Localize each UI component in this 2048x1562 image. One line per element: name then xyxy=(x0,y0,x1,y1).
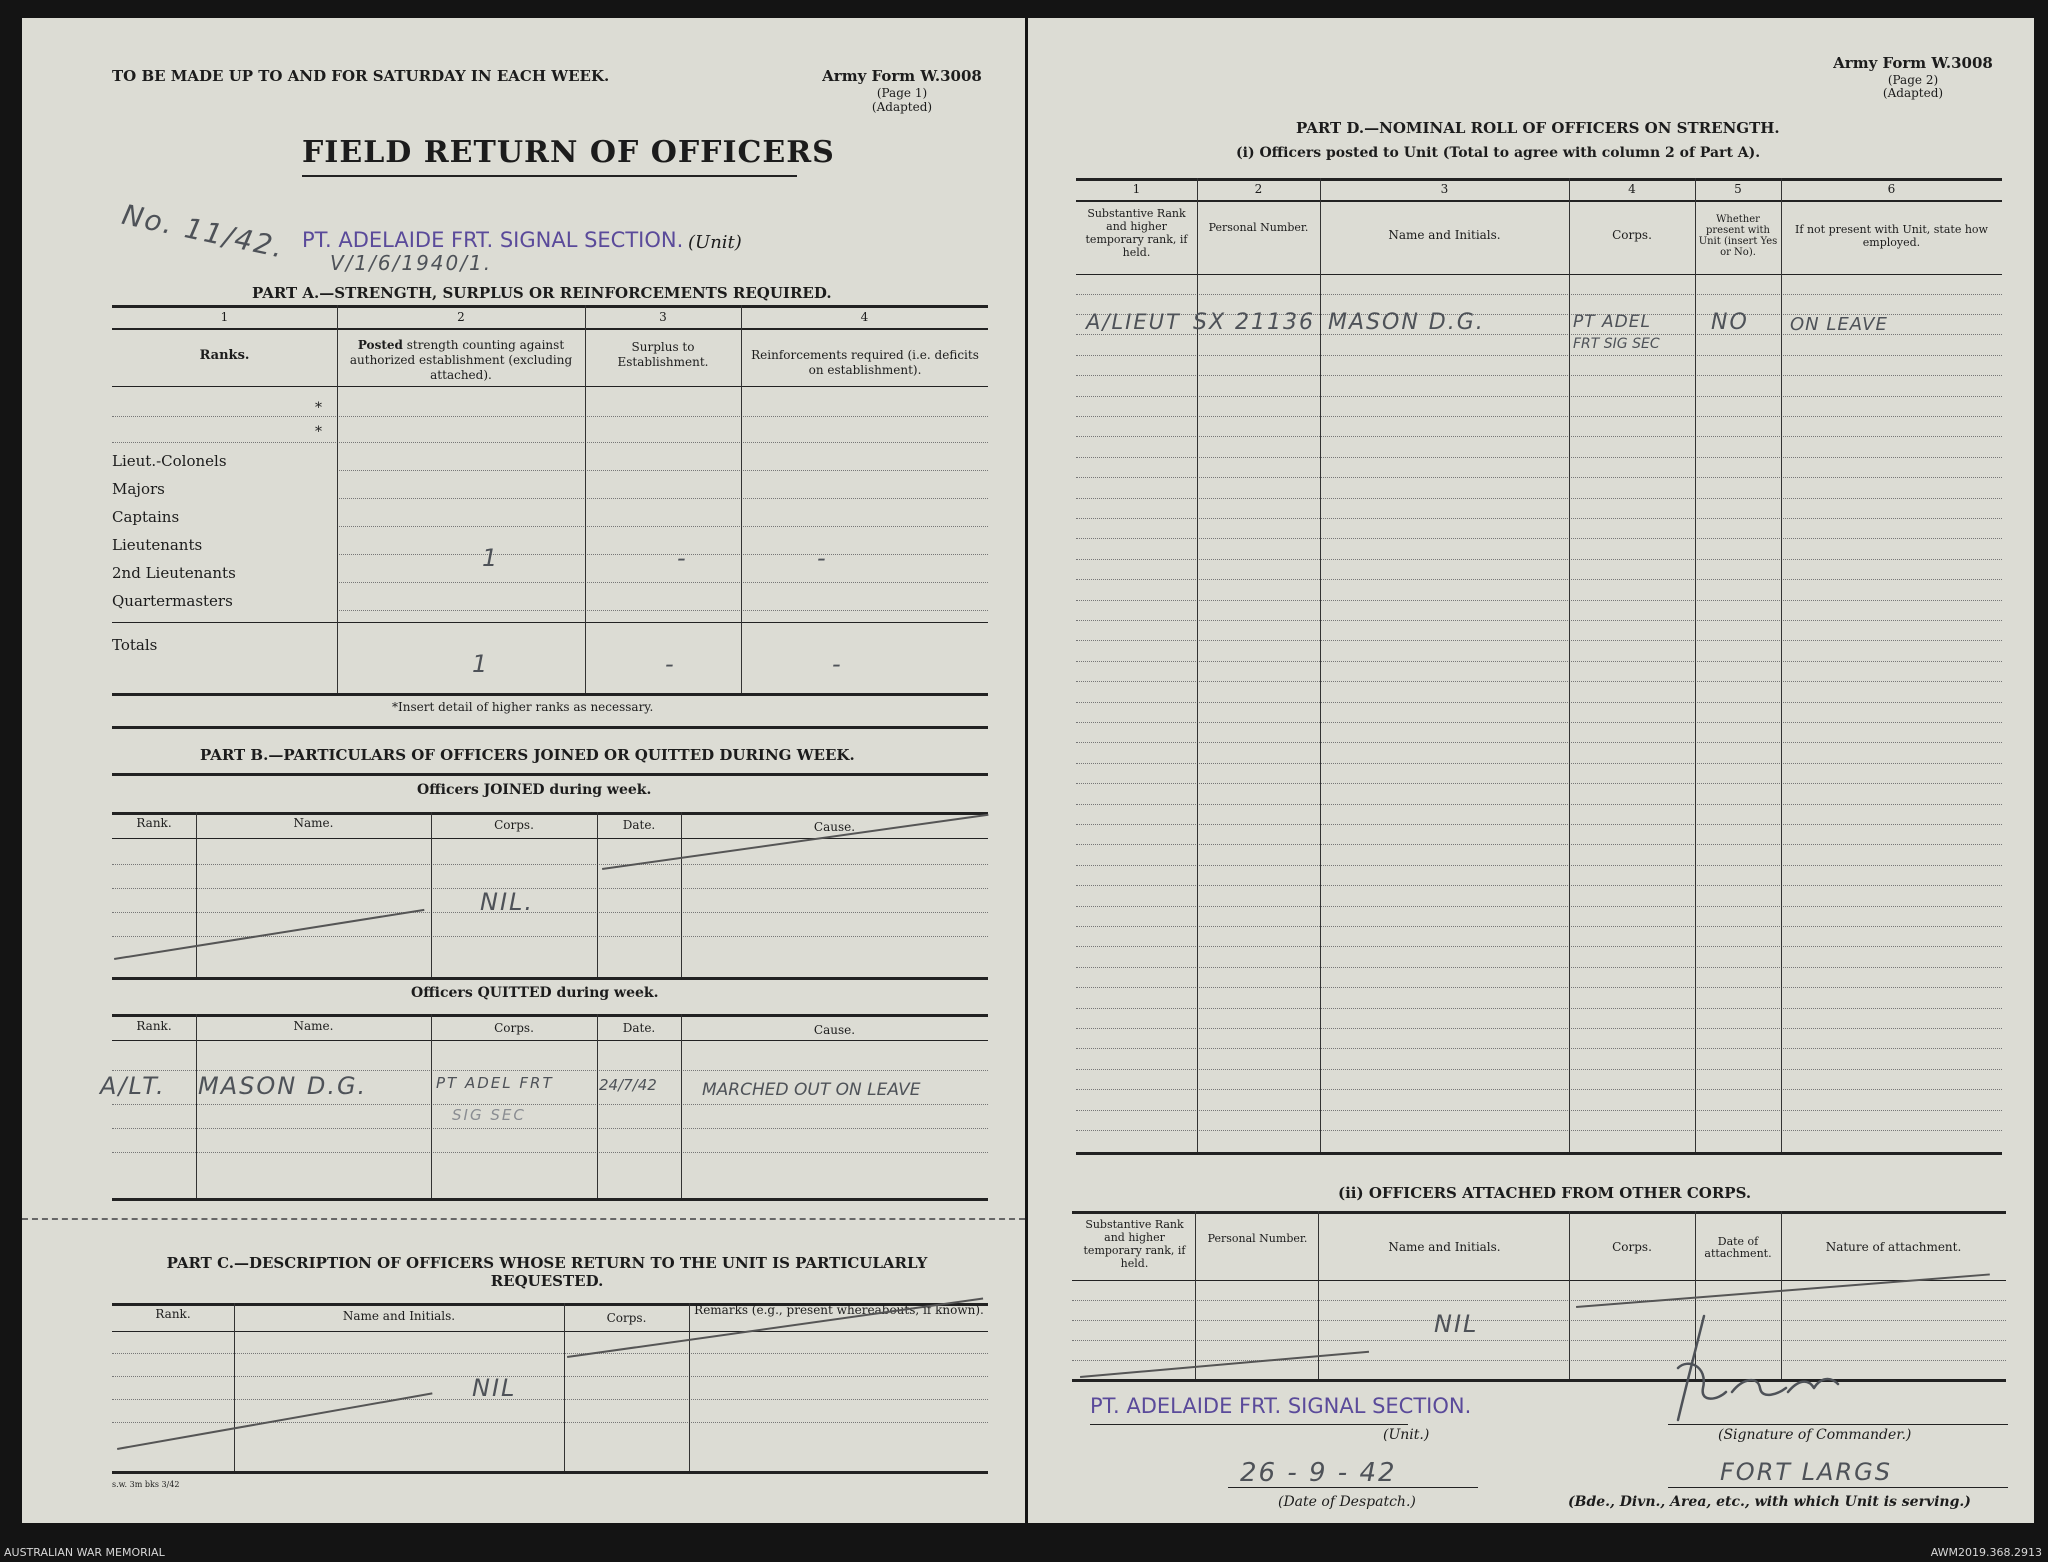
date-line xyxy=(1228,1487,1478,1488)
attached-row-line xyxy=(1072,1360,2006,1361)
form-page: (Page 2) xyxy=(1887,73,1939,87)
part-a-top-rule xyxy=(112,305,988,308)
rank-captains: Captains xyxy=(112,508,180,526)
part-d-row-line xyxy=(1076,885,2002,886)
attached-header-rule xyxy=(1072,1280,2006,1281)
part-a-row-line xyxy=(337,526,988,527)
unit-line xyxy=(1090,1424,1408,1425)
part-a-col-posted xyxy=(340,338,582,383)
part-a-heading: PART A.—STRENGTH, SURPLUS OR REINFORCEMENTS REQUIRED. xyxy=(252,284,832,302)
quitted-row-line xyxy=(112,1104,988,1105)
part-d-row-line xyxy=(1076,559,2002,560)
joined-row-line xyxy=(112,912,988,913)
posted-rest: strength counting against authorized establishment (excluding attached). xyxy=(349,338,573,382)
posted-bold: Posted xyxy=(357,338,403,352)
attached-row-line xyxy=(1072,1340,2006,1341)
part-d-row-line xyxy=(1076,1110,2002,1111)
part-d-row-line xyxy=(1076,1089,2002,1090)
part-d-col-present: Whether present with Unit (insert Yes or No). xyxy=(1698,214,1778,258)
part-d-top-rule xyxy=(1076,178,2002,181)
part-d-row-line xyxy=(1076,477,2002,478)
attached-col-corps: Corps. xyxy=(1612,1240,1652,1254)
quitted-row-line xyxy=(112,1070,988,1071)
part-a-row-line xyxy=(337,582,988,583)
part-a-col-surplus: Surplus to Establishment. xyxy=(617,340,709,369)
part-d-row-line xyxy=(1076,702,2002,703)
attached-col-divider xyxy=(1195,1211,1196,1379)
attached-col-rank: Substantive Rank and higher temporary rank, if held. xyxy=(1083,1218,1186,1270)
part-d-row-line xyxy=(1076,987,2002,988)
joined-col-divider xyxy=(431,812,432,977)
part-d-colnum-5: 5 xyxy=(1734,182,1742,196)
part-b-bottom-rule xyxy=(112,1198,988,1201)
rank-2nd-lieutenants: 2nd Lieutenants xyxy=(112,564,236,582)
part-d-row-line xyxy=(1076,396,2002,397)
quitted-col-corps: Corps. xyxy=(494,1021,534,1035)
joined-col-divider xyxy=(681,812,682,977)
part-d-row-line xyxy=(1076,538,2002,539)
part-d-row-line xyxy=(1076,804,2002,805)
footer-right: AWM2019.368.2913 xyxy=(1930,1546,2042,1559)
attached-col-name: Name and Initials. xyxy=(1388,1240,1501,1254)
form-title: FIELD RETURN OF OFFICERS xyxy=(302,135,835,170)
part-a-totals-rule xyxy=(112,622,988,623)
joined-col-cause: Cause. xyxy=(813,820,856,834)
part-a-col-ranks: Ranks. xyxy=(199,348,250,363)
unit-stamp: PT. ADELAIDE FRT. SIGNAL SECTION. xyxy=(302,228,684,252)
despatch-date: 26 - 9 - 42 xyxy=(1240,1458,1397,1488)
serving-label: (Bde., Divn., Area, etc., with which Unit is serving.) xyxy=(1568,1494,1971,1510)
quitted-corps-line2: SIG SEC xyxy=(452,1106,526,1124)
part-c-header-rule xyxy=(112,1331,988,1332)
joined-col-rank: Rank. xyxy=(136,816,172,830)
quitted-col-divider xyxy=(431,1014,432,1198)
handwritten-reference: V/1/6/1940/1. xyxy=(330,251,493,275)
part-c-col-divider xyxy=(689,1303,690,1471)
commander-signature xyxy=(1648,1308,1848,1428)
part-d-colnum-2: 2 xyxy=(1254,182,1263,196)
part-c-col-corps: Corps. xyxy=(606,1311,647,1325)
part-d-col-corps: Corps. xyxy=(1612,228,1652,242)
unit-label: (Unit) xyxy=(688,232,742,253)
totals-reinforcements-value: - xyxy=(832,650,843,678)
part-a-col-reinforcements: Reinforcements required (i.e. deficits on establishment). xyxy=(751,348,979,377)
joined-heading: Officers JOINED during week. xyxy=(417,782,652,798)
attached-strike-line xyxy=(1080,1351,1369,1378)
part-a-row-line xyxy=(112,416,988,417)
quitted-col-divider xyxy=(597,1014,598,1198)
quitted-cause: MARCHED OUT ON LEAVE xyxy=(702,1080,921,1100)
form-id: Army Form W.3008 xyxy=(822,67,982,85)
serving-value: FORT LARGS xyxy=(1720,1458,1892,1486)
part-a-col-divider xyxy=(337,305,338,693)
part-c-col-divider xyxy=(234,1303,235,1471)
part-d-row-line xyxy=(1076,865,2002,866)
part-c-col-rank: Rank. xyxy=(155,1307,191,1321)
part-d-row-line xyxy=(1076,416,2002,417)
date-label: (Date of Despatch.) xyxy=(1278,1494,1416,1510)
attached-col-nature: Nature of attachment. xyxy=(1825,1240,1962,1254)
attached-top-rule xyxy=(1072,1211,2006,1214)
roll-present: NO xyxy=(1711,310,1749,335)
part-d-row-line xyxy=(1076,661,2002,662)
roll-corps-line1: PT ADEL xyxy=(1573,312,1651,332)
rank-lieutenants: Lieutenants xyxy=(112,536,203,554)
quitted-col-divider xyxy=(196,1014,197,1198)
part-d-col-rank: Substantive Rank and higher temporary rank, if held. xyxy=(1085,207,1188,259)
roll-number: SX 21136 xyxy=(1193,310,1316,335)
rank-lieut-colonels: Lieut.-Colonels xyxy=(112,452,227,470)
perforation-line xyxy=(22,1218,1025,1220)
totals-posted-value: 1 xyxy=(472,650,490,678)
part-d-colnum-6: 6 xyxy=(1887,182,1896,196)
part-d-heading: PART D.—NOMINAL ROLL OF OFFICERS ON STRENGTH. xyxy=(1296,119,1780,137)
part-d-row-line xyxy=(1076,579,2002,580)
higher-rank-star-2: * xyxy=(315,424,322,440)
roll-employed: ON LEAVE xyxy=(1790,314,1888,335)
part-d-row-line xyxy=(1076,1008,2002,1009)
part-d-col-divider xyxy=(1320,178,1321,1152)
title-underline xyxy=(302,175,797,177)
part-c-col-remarks: Remarks (e.g., present whereabouts, if known). xyxy=(694,1303,984,1317)
signature-label: (Signature of Commander.) xyxy=(1718,1427,1912,1443)
quitted-date: 24/7/42 xyxy=(599,1076,657,1094)
part-c-row-line xyxy=(112,1376,988,1377)
part-d-row-line xyxy=(1076,763,2002,764)
part-d-row-line xyxy=(1076,518,2002,519)
part-a-row-line xyxy=(337,610,988,611)
part-d-row-line xyxy=(1076,375,2002,376)
part-a-header-rule xyxy=(112,386,988,387)
part-c-row-line xyxy=(112,1422,988,1423)
part-d-row-line xyxy=(1076,681,2002,682)
part-d-col-divider xyxy=(1781,178,1782,1152)
part-a-note: *Insert detail of higher ranks as necessary. xyxy=(392,700,654,714)
form-page-1 xyxy=(22,18,1025,1523)
part-a-col-divider xyxy=(741,305,742,693)
part-a-bottom-rule xyxy=(112,693,988,696)
attached-bottom-rule xyxy=(1072,1379,2006,1382)
part-d-num-rule xyxy=(1076,200,2002,202)
part-c-heading: PART C.—DESCRIPTION OF OFFICERS WHOSE RETURN TO THE UNIT IS PARTICULARLY REQUESTED. xyxy=(166,1254,928,1290)
part-d-row-line xyxy=(1076,436,2002,437)
joined-row-line xyxy=(112,864,988,865)
quitted-row-line xyxy=(112,1152,988,1153)
quitted-rank: A/LT. xyxy=(100,1072,166,1100)
part-a-col-divider xyxy=(585,305,586,693)
part-d-row-line xyxy=(1076,1028,2002,1029)
part-c-col-divider xyxy=(564,1303,565,1471)
quitted-corps-line1: PT ADEL FRT xyxy=(436,1074,554,1092)
joined-top-rule xyxy=(112,812,988,815)
form-adapted: (Adapted) xyxy=(1882,86,1944,100)
part-a-colnum-3: 3 xyxy=(659,310,667,324)
roll-rank: A/LIEUT xyxy=(1086,310,1181,334)
totals-label: Totals xyxy=(112,636,158,654)
part-d-row-line xyxy=(1076,722,2002,723)
rank-majors: Majors xyxy=(112,480,165,498)
roll-corps-line2: FRT SIG SEC xyxy=(1573,336,1660,352)
rank-quartermasters: Quartermasters xyxy=(112,592,233,610)
part-c-col-name: Name and Initials. xyxy=(342,1309,456,1323)
part-d-colnum-3: 3 xyxy=(1440,182,1449,196)
quitted-top-rule xyxy=(112,1014,988,1017)
part-a-row-line xyxy=(112,442,988,443)
quitted-col-divider xyxy=(681,1014,682,1198)
roll-name: MASON D.G. xyxy=(1328,310,1485,335)
part-d-row-line xyxy=(1076,742,2002,743)
form-page-2 xyxy=(1028,18,2034,1523)
part-c-row-line xyxy=(112,1353,988,1354)
part-c-bottom-rule xyxy=(112,1471,988,1474)
attached-strike-line xyxy=(1576,1273,1990,1308)
attached-heading: (ii) OFFICERS ATTACHED FROM OTHER CORPS. xyxy=(1338,1184,1752,1202)
joined-bottom-rule xyxy=(112,977,988,980)
lieutenants-reinforcements-value: - xyxy=(817,544,828,572)
joined-row-line xyxy=(112,888,988,889)
part-d-col-name: Name and Initials. xyxy=(1388,228,1501,242)
instruction-text: TO BE MADE UP TO AND FOR SATURDAY IN EACH WEEK. xyxy=(112,67,610,85)
unit-stamp: PT. ADELAIDE FRT. SIGNAL SECTION. xyxy=(1090,1394,1472,1418)
part-a-row-line xyxy=(337,498,988,499)
part-d-row-line xyxy=(1076,457,2002,458)
part-d-row-line xyxy=(1076,906,2002,907)
part-d-colnum-4: 4 xyxy=(1628,182,1636,196)
part-a-row-line xyxy=(337,470,988,471)
part-d-row-line xyxy=(1076,355,2002,356)
quitted-heading: Officers QUITTED during week. xyxy=(411,985,659,1001)
part-d-row-line xyxy=(1076,620,2002,621)
form-id: Army Form W.3008 xyxy=(1833,54,1993,72)
attached-col-date: Date of attachment. xyxy=(1704,1235,1772,1260)
part-b-top-rule xyxy=(112,726,988,729)
joined-col-name: Name. xyxy=(293,816,334,830)
part-d-row-line xyxy=(1076,926,2002,927)
part-d-row-line xyxy=(1076,1048,2002,1049)
part-a-colnum-2: 2 xyxy=(457,310,465,324)
joined-nil: NIL. xyxy=(480,888,535,916)
attached-col-number: Personal Number. xyxy=(1207,1232,1308,1245)
unit-label: (Unit.) xyxy=(1383,1427,1430,1443)
part-a-row-line xyxy=(337,554,988,555)
part-d-subheading: (i) Officers posted to Unit (Total to agree with column 2 of Part A). xyxy=(1236,145,1761,161)
footer-left: AUSTRALIAN WAR MEMORIAL xyxy=(4,1546,165,1559)
part-d-colnum-1: 1 xyxy=(1132,182,1141,196)
quitted-col-rank: Rank. xyxy=(136,1019,172,1033)
attached-col-divider xyxy=(1318,1211,1319,1379)
quitted-name: MASON D.G. xyxy=(198,1072,368,1100)
form-adapted: (Adapted) xyxy=(871,100,933,114)
signature-line xyxy=(1668,1424,2008,1425)
quitted-row-line xyxy=(112,1128,988,1129)
part-d-row-line xyxy=(1076,844,2002,845)
quitted-col-cause: Cause. xyxy=(813,1023,856,1037)
part-d-row-line xyxy=(1076,946,2002,947)
part-b-heading: PART B.—PARTICULARS OF OFFICERS JOINED OR QUITTED DURING WEEK. xyxy=(200,746,855,764)
part-b-heading-rule xyxy=(112,773,988,776)
joined-header-rule xyxy=(112,838,988,839)
part-d-row-line xyxy=(1076,640,2002,641)
part-d-row-line xyxy=(1076,600,2002,601)
part-d-row-line xyxy=(1076,824,2002,825)
part-d-row-line xyxy=(1076,967,2002,968)
part-a-colnum-4: 4 xyxy=(860,310,869,324)
joined-strike-line xyxy=(114,909,424,960)
attached-col-divider xyxy=(1569,1211,1570,1379)
part-d-header-rule xyxy=(1076,274,2002,275)
part-d-row-line xyxy=(1076,1069,2002,1070)
part-d-col-number: Personal Number. xyxy=(1208,221,1309,234)
part-d-col-divider xyxy=(1695,178,1696,1152)
part-a-num-rule xyxy=(112,328,988,330)
lieutenants-posted-value: 1 xyxy=(482,544,500,572)
quitted-col-name: Name. xyxy=(293,1019,334,1033)
part-d-row-line xyxy=(1076,1130,2002,1131)
higher-rank-star-1: * xyxy=(315,400,322,416)
attached-row-line xyxy=(1072,1300,2006,1301)
handwritten-number: No. 11/42. xyxy=(119,198,288,265)
part-d-col-divider xyxy=(1569,178,1570,1152)
part-d-row-line xyxy=(1076,783,2002,784)
lieutenants-surplus-value: - xyxy=(677,544,688,572)
part-c-nil: NIL xyxy=(472,1374,517,1402)
signature-stroke xyxy=(1678,1316,1838,1420)
part-d-col-employed: If not present with Unit, state how employed. xyxy=(1795,223,1988,249)
joined-col-corps: Corps. xyxy=(494,818,534,832)
totals-surplus-value: - xyxy=(665,650,676,678)
joined-col-divider xyxy=(597,812,598,977)
quitted-col-date: Date. xyxy=(622,1021,656,1035)
joined-col-divider xyxy=(196,812,197,977)
form-page: (Page 1) xyxy=(876,86,928,100)
part-c-row-line xyxy=(112,1399,988,1400)
print-code: s.w. 3m bks 3/42 xyxy=(112,1480,180,1489)
part-d-bottom-rule xyxy=(1076,1152,2002,1155)
quitted-header-rule xyxy=(112,1040,988,1041)
part-a-colnum-1: 1 xyxy=(220,310,229,324)
part-d-row-line xyxy=(1076,294,2002,295)
joined-col-date: Date. xyxy=(622,818,656,832)
serving-line xyxy=(1668,1487,2008,1488)
attached-row-line xyxy=(1072,1320,2006,1321)
attached-nil: NIL xyxy=(1434,1310,1479,1338)
part-d-row-line xyxy=(1076,498,2002,499)
